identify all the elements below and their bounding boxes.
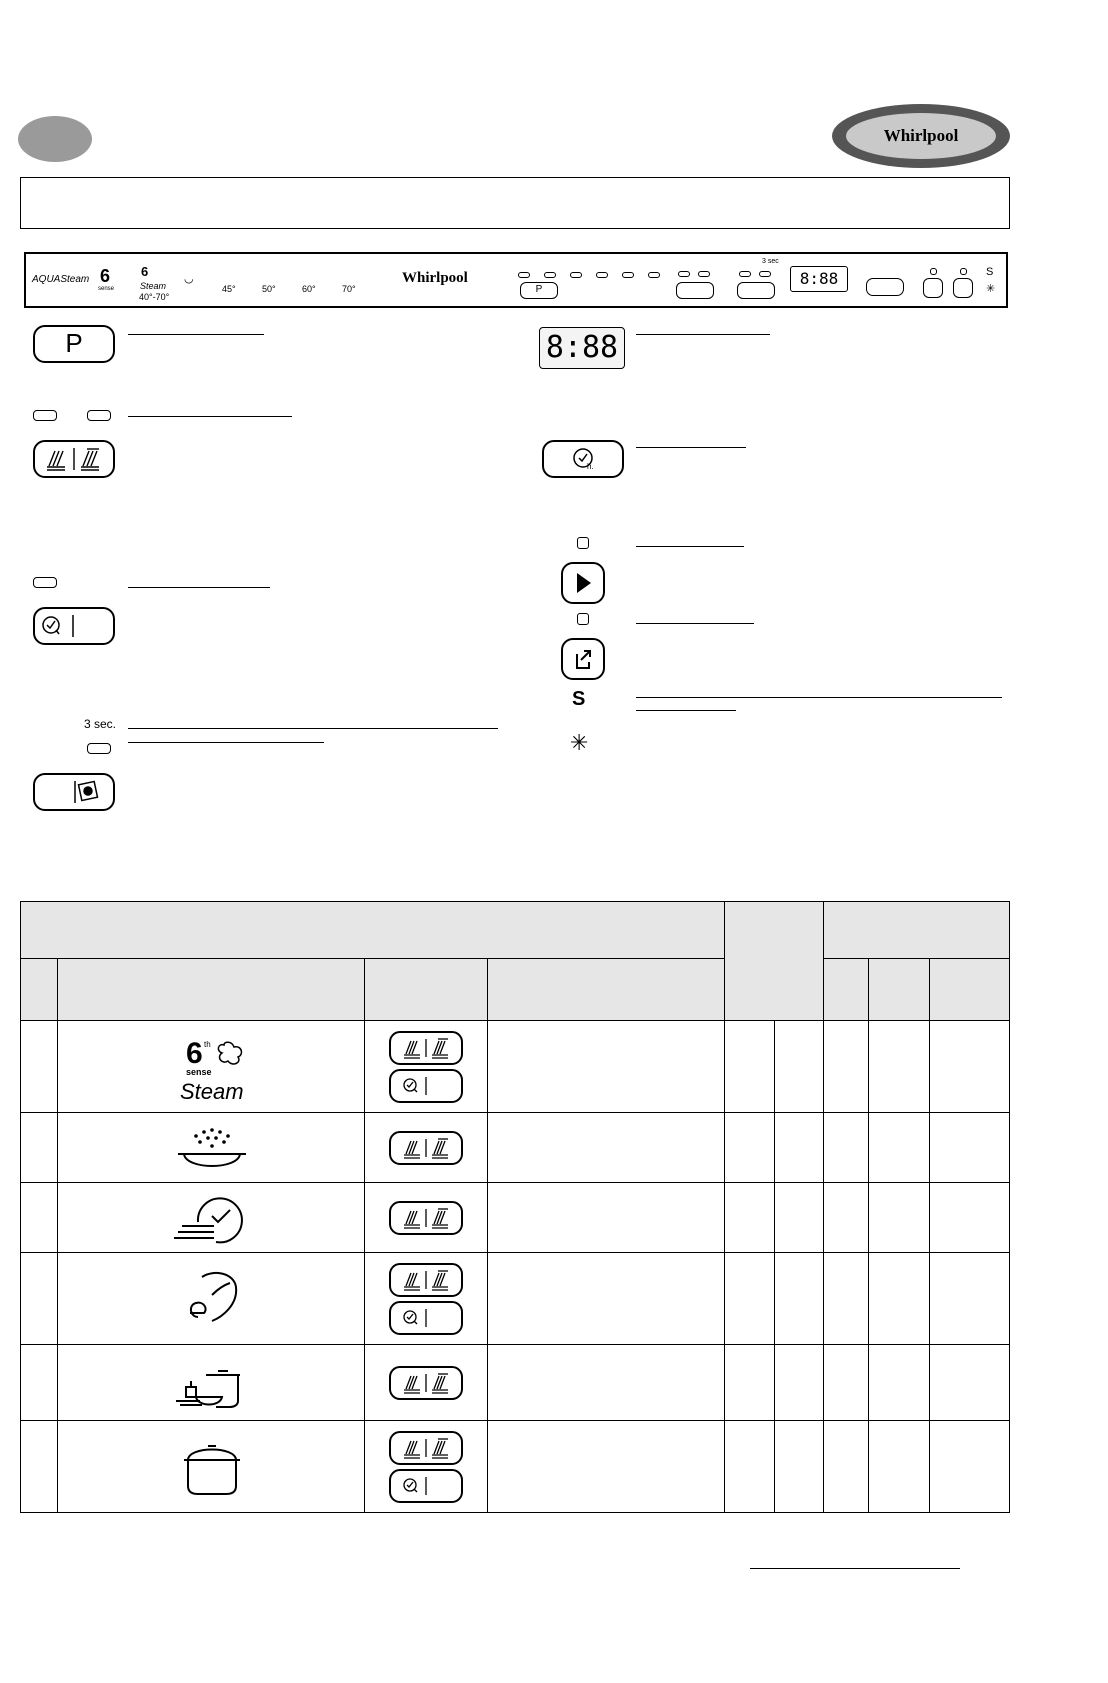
sense-steam-icon [156,1029,266,1105]
svg-text:6: 6 [186,1036,203,1070]
whirlpool-logo [832,104,1010,168]
row2-half-load-option [389,1131,463,1165]
delay-led [33,577,57,588]
half-load-icon [396,1035,456,1061]
quick-wash-icon [156,1188,266,1248]
program-table [20,901,1010,1513]
start-desc-line [636,546,744,547]
col-head-b3 [930,959,1010,1021]
half-load-button[interactable] [33,440,115,478]
rinse-icon: ◡ [184,273,194,285]
delay-option-icon [396,1073,456,1099]
table-row [21,1113,1010,1183]
panel-half-load-button[interactable] [676,282,714,299]
svg-text:Steam: Steam [180,1078,244,1104]
tablet-icon [35,775,113,809]
salt-desc-line-1 [636,697,1002,698]
panel-delay-button[interactable] [866,278,904,296]
delay-desc-line [128,587,270,588]
program-button[interactable] [33,325,115,363]
rinse-aid-icon: ✳ [570,730,589,755]
panel-led-5 [622,272,634,278]
table-row [21,1421,1010,1513]
panel-sense-six: 6 [141,264,149,279]
row3-half-load-option [389,1201,463,1235]
delay-option-icon [396,1473,456,1499]
col-head-program [58,959,365,1021]
panel-whirlpool-logo: Whirlpool [402,270,468,286]
sense-six-icon: 6 [100,266,111,286]
rinse-icon [156,1120,266,1176]
three-sec-label: 3 sec. [84,717,117,731]
table-row [21,1345,1010,1421]
start-button[interactable] [561,562,605,604]
panel-led-3 [570,272,582,278]
half-load-icon [396,1267,456,1293]
logo-text: Whirlpool [883,126,959,145]
col-head-b2 [869,959,930,1021]
row4-half-load-option [389,1263,463,1297]
eco-icon [156,1261,266,1337]
panel-led-6 [648,272,660,278]
half-load-led-left [33,410,57,421]
temp-60: 60° [302,284,316,294]
play-icon [563,564,603,602]
half-load-icon [35,442,113,476]
temp-45: 45° [222,284,236,294]
program-button-label: P [65,328,83,358]
col-head-b1 [824,959,869,1021]
panel-start-button[interactable] [923,278,943,298]
table-row [21,1253,1010,1345]
start-led [577,537,589,549]
delay-clock-icon [544,442,622,476]
tablet-button[interactable] [33,773,115,811]
svg-text:th: th [204,1039,211,1049]
table-header-group-a [725,902,824,1021]
row5-half-load-option [389,1366,463,1400]
half-load-icon [396,1135,456,1161]
display-segment: 8:88 [539,327,625,369]
row1-delay-option [389,1069,463,1103]
temp-70: 70° [342,284,356,294]
panel-led-2 [544,272,556,278]
half-load-icon [396,1435,456,1461]
language-badge [18,116,92,162]
panel-reset-button[interactable] [953,278,973,298]
half-load-icon [396,1370,456,1396]
panel-salt-icon: S [986,266,994,278]
panel-steam-label: Steam [140,281,167,291]
row6-half-load-option [389,1431,463,1465]
panel-program-label: P [535,284,543,295]
panel-rinse-aid-icon: ✳ [986,283,996,295]
tablet-led [87,743,111,754]
salt-desc-line-2 [636,710,736,711]
col-head-options [365,959,488,1021]
svg-text:h.: h. [587,462,594,471]
half-load-led-right [87,410,111,421]
panel-led-9 [739,271,751,277]
panel-program-button[interactable] [520,282,558,299]
panel-start-led [930,268,937,275]
col-head-desc [488,959,725,1021]
display-desc-line [636,334,770,335]
table-row [21,1021,1010,1113]
panel-option-button[interactable] [737,282,775,299]
tablet-desc-line-1 [128,728,498,729]
panel-steam-range: 40°-70° [139,292,170,302]
svg-text:sense: sense [186,1066,212,1077]
row1-half-load-option [389,1031,463,1065]
reset-icon [563,640,603,678]
tablet-desc-line-2 [128,742,324,743]
delay-option-icon [35,609,113,643]
panel-3sec: 3 sec [762,258,779,265]
delay-option-icon [396,1305,456,1331]
row4-delay-option [389,1301,463,1335]
salt-icon: S [572,688,586,710]
row6-delay-option [389,1469,463,1503]
control-panel [24,252,1008,308]
table-row [21,1183,1010,1253]
col-head-num [21,959,58,1021]
delay-start-button[interactable] [542,440,624,478]
delay-option-button[interactable] [33,607,115,645]
delay-start-desc-line [636,447,746,448]
pot-icon [156,1432,266,1502]
program-desc-line [128,334,264,335]
footer-line [750,1568,960,1569]
panel-led-7 [678,271,690,277]
half-load-icon [396,1205,456,1231]
reset-desc-line [636,623,754,624]
aquasteam-mark: AQUASteam [32,274,90,285]
table-header-group-b [824,902,1010,959]
panel-display: 8:88 [790,266,848,292]
table-header-main [21,902,725,959]
panel-led-1 [518,272,530,278]
title-box [20,177,1010,229]
sense-sub: sense [98,286,115,292]
panel-led-4 [596,272,608,278]
panel-reset-led [960,268,967,275]
reset-button[interactable] [561,638,605,680]
half-load-desc-line [128,416,292,417]
mixed-load-icon [156,1353,266,1413]
panel-led-8 [698,271,710,277]
temp-50: 50° [262,284,276,294]
reset-led [577,613,589,625]
panel-led-10 [759,271,771,277]
